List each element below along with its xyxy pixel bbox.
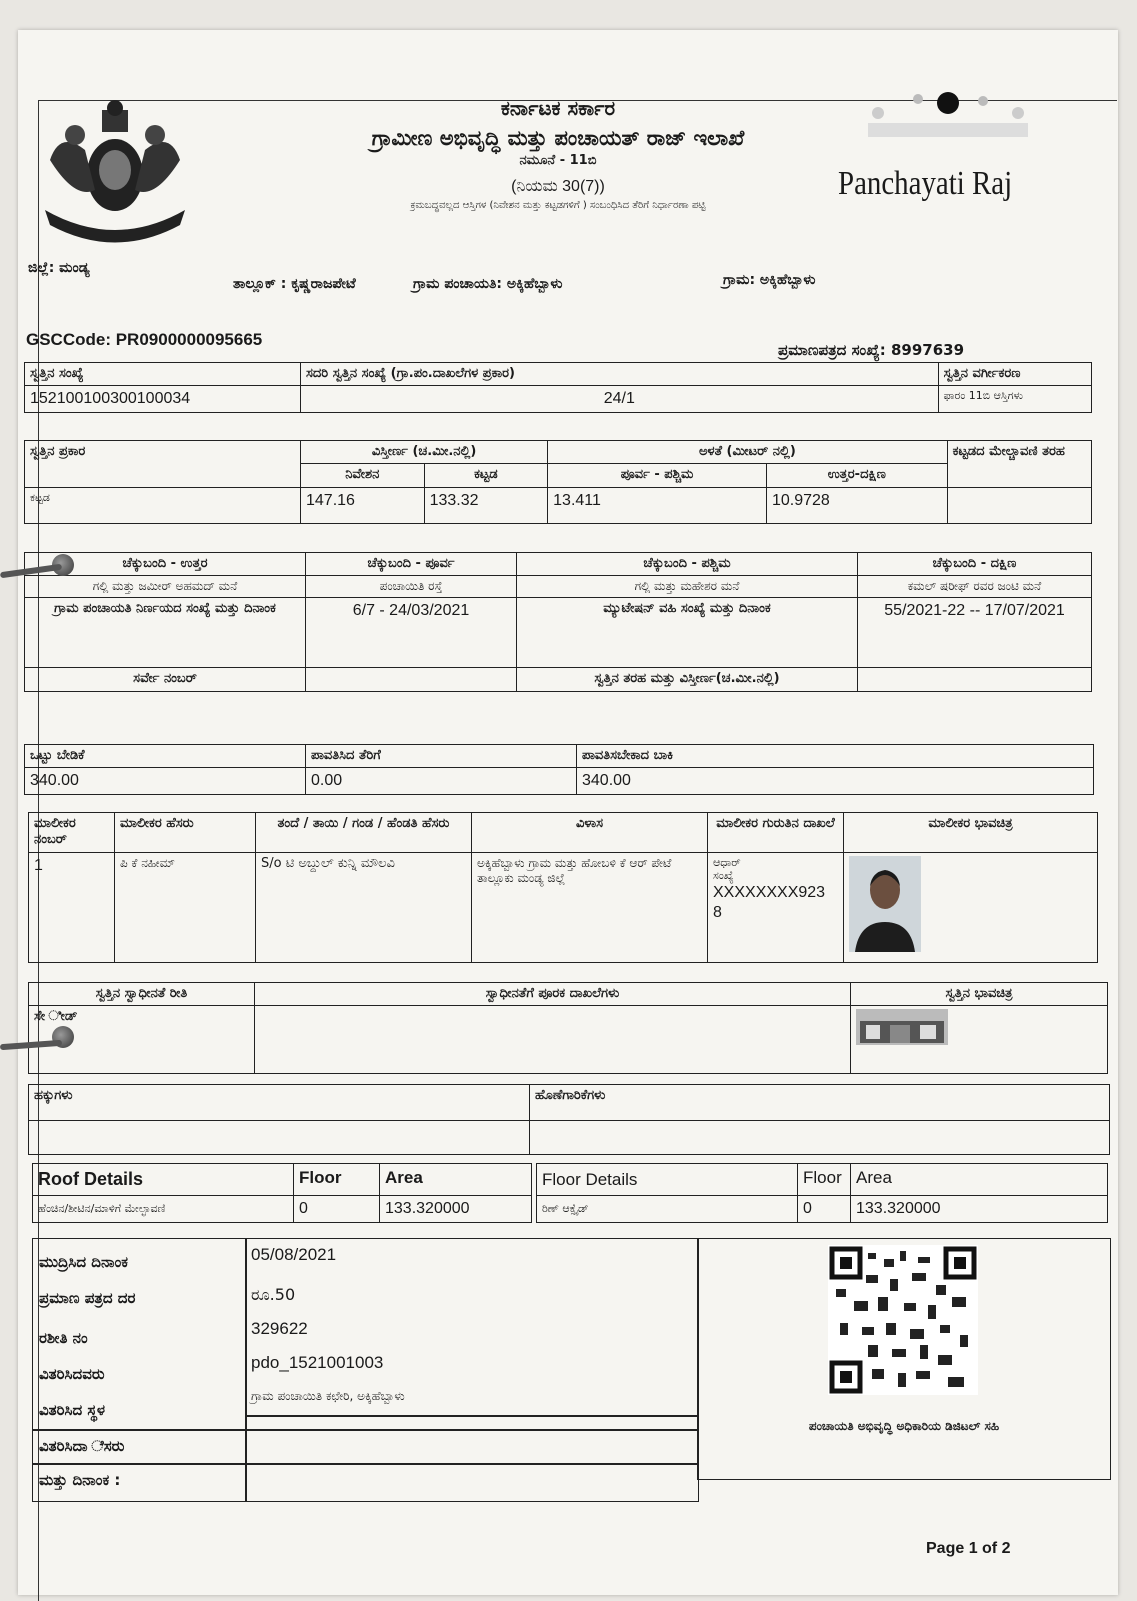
gram-panchayat: ಗ್ರಾಮ ಪಂಚಾಯತಿ: ಅಕ್ಕಿಹೆಬ್ಬಾಳು [413,276,563,292]
floor-floor: 0 [798,1196,851,1223]
relation-header: ತಂದೆ / ತಾಯಿ / ಗಂಡ / ಹೆಂಡತಿ ಹೆಸರು [256,813,472,853]
issue-details-box [32,1238,699,1502]
site-area-value: 147.16 [301,487,425,523]
certificate-fee-label: ಪ್ರಮಾಣ ಪತ್ರದ ದರ [39,1289,136,1307]
roof-details-title: Roof Details [33,1164,294,1196]
west-boundary-label: ಚೆಕ್ಕುಬಂದಿ - ಪಶ್ಚಿಮ [517,553,858,576]
tax-paid-label: ಪಾವತಿಸಿದ ತೆರಿಗೆ [306,745,577,768]
property-type-value: ಕಟ್ಟಡ [25,487,301,523]
roof-floor-label: Floor [294,1164,380,1196]
printed-date: 05/08/2021 [251,1245,337,1264]
district: ಜಿಲ್ಲೆ: ಮಂಡ್ಯ [28,260,90,276]
east-west-label: ಪೂರ್ವ - ಪಶ್ಚಿಮ [548,464,767,487]
roof-type-value [947,487,1091,523]
karnataka-emblem [30,90,200,250]
floor-area-label: Area [851,1164,1108,1196]
liabilities-value [530,1121,1110,1155]
property-table [24,362,1092,413]
floor-details-title: Floor Details [537,1164,798,1196]
receipt-label: ರಶೀತಿ ನಂ [39,1329,88,1347]
dept-title: ಗ್ರಾಮೀಣ ಅಭಿವೃದ್ಧಿ ಮತ್ತು ಪಂಚಾಯತ್ ರಾಜ್ ಇಲಾಖೆ [371,126,745,150]
property-id-label: ಸ್ವತ್ತಿನ ಸಂಖ್ಯೆ [25,363,301,386]
resolution-value: 6/7 - 24/03/2021 [306,598,517,668]
site-area-label: ನಿವೇಶನ [301,464,425,487]
classification-value: ಫಾರಂ 11ಬಿ ಆಸ್ತಿಗಳು [938,386,1091,413]
roof-type: ಹೆಂಚಿನ/ಶೀಟಿನ/ಮಾಳಿಗೆ ಮೇಲ್ಛಾವಣಿ [33,1196,294,1223]
north-boundary-label: ಚೆಕ್ಕುಬಂದಿ - ಉತ್ತರ [25,553,306,576]
property-photo-cell [851,1006,1108,1074]
issued-to-label: ವಿತರಿಸಿದಾ ೆಸರು [39,1437,125,1455]
id-doc-number-tail: 8 [713,904,722,921]
id-doc-type: ಆಧಾರ್ [713,855,741,869]
property-id-value: 152100100300100034 [25,386,301,413]
east-boundary: ಪಂಚಾಯಿತಿ ರಸ್ತೆ [306,576,517,598]
area-label: ವಿಸ್ತೀರ್ಣ (ಚ.ಮೀ.ನಲ್ಲಿ) [301,441,548,464]
owner-id-document [708,852,844,962]
total-demand-value: 340.00 [25,768,306,795]
building-area-value: 133.32 [424,487,548,523]
ownership-docs-value [255,1006,851,1074]
building-area-label: ಕಟ್ಟಡ [424,464,548,487]
floor-area: 133.320000 [851,1196,1108,1223]
floor-type: ರಿಣ್ ಆಕ್ಸೈಡ್ [537,1196,798,1223]
receipt-number: 329622 [251,1319,308,1338]
tax-table [24,744,1094,795]
issue-place: ಗ್ರಾಮ ಪಂಚಾಯಿತಿ ಕಛೇರಿ, ಅಕ್ಕಿಹೆಬ್ಬಾಳು [251,1389,405,1403]
floor-details-table [536,1163,1108,1223]
resolution-label: ಗ್ರಾಮ ಪಂಚಾಯತಿ ನಿರ್ಣಯದ ಸಂಖ್ಯೆ ಮತ್ತು ದಿನಾಂಕ [25,598,306,668]
ownership-docs-label: ಸ್ವಾಧೀನತೆಗೆ ಪೂರಕ ದಾಖಲೆಗಳು [255,983,851,1006]
east-boundary-label: ಚೆಕ್ಕುಬಂದಿ - ಪೂರ್ವ [306,553,517,576]
taluk: ತಾಲ್ಲೂಕ್ : ಕೃಷ್ಣರಾಜಪೇಟೆ [233,276,356,292]
mutation-value: 55/2021-22 -- 17/07/2021 [858,598,1092,668]
classification-label: ಸ್ವತ್ತಿನ ವರ್ಗೀಕರಣ [938,363,1091,386]
property-type-label: ಸ್ವತ್ತಿನ ಪ್ರಕಾರ [25,441,301,488]
owner-name-header: ಮಾಲೀಕರ ಹೆಸರು [115,813,256,853]
ownership-mode-label: ಸ್ವತ್ತಿನ ಸ್ವಾಧೀನತೆ ರೀತಿ [29,983,255,1006]
total-demand-label: ಒಟ್ಟು ಬೇಡಿಕೆ [25,745,306,768]
mutation-label: ಮ್ಯುಟೇಷನ್ ವಹಿ ಸಂಖ್ಯೆ ಮತ್ತು ದಿನಾಂಕ [517,598,858,668]
east-west-value: 13.411 [548,487,767,523]
address-header: ವಿಳಾಸ [472,813,708,853]
certificate-number: ಪ್ರಮಾಣಪತ್ರದ ಸಂಖ್ಯೆ: 8997639 [778,341,965,359]
owner-photo-cell [844,852,1098,962]
rights-table [28,1084,1110,1155]
dimension-label: ಅಳತೆ (ಮೀಟರ್ ನಲ್ಲಿ) [548,441,947,464]
boundaries-table [24,552,1092,692]
balance-due-value: 340.00 [577,768,1094,795]
owner-relation: S/o ಟಿ ಅಬ್ದುಲ್ ಕುನ್ನಿ ಮೌಲವಿ [256,852,472,962]
village: ಗ್ರಾಮ: ಅಕ್ಕಿಹೆಬ್ಬಾಳು [723,272,816,288]
dimensions-table [24,440,1092,524]
issuer: pdo_1521001003 [251,1353,384,1372]
floor-floor-label: Floor [798,1164,851,1196]
rights-label: ಹಕ್ಕುಗಳು [29,1085,530,1121]
survey-label: ಸರ್ವೇ ನಂಬರ್ [25,668,306,691]
issue-place-label: ವಿತರಿಸಿದ ಸ್ಥಳ [39,1401,106,1419]
form-number: ನಮೂನೆ - 11ಬಿ [519,153,597,168]
south-boundary: ಕಮಲ್ ಷರೀಫ್ ರವರ ಜಂಟಿ ಮನೆ [858,576,1092,598]
nature-value [858,668,1092,691]
panchayati-raj-logo-graphic [858,85,1038,145]
page-number: Page 1 of 2 [926,1540,1011,1557]
ownership-mode-value: ಸೇ ೀಡ್ [29,1006,255,1074]
panchayati-raj-logo-text: Panchayati Raj [838,165,1013,202]
issue-date-label: ಮತ್ತು ದಿನಾಂಕ : [39,1471,121,1489]
roof-details-table [32,1163,532,1223]
header-block [248,96,868,211]
document-sheet [18,30,1118,1595]
liabilities-label: ಹೊಣೆಗಾರಿಕೆಗಳು [530,1085,1110,1121]
owner-photo [849,856,921,952]
west-boundary: ಗಲ್ಲಿ ಮತ್ತು ಮಹೇಶರ ಮನೆ [517,576,858,598]
rule-number: (ನಿಯಮ 30(7)) [511,178,605,195]
issuer-label: ವಿತರಿಸಿದವರು [39,1365,105,1383]
north-boundary: ಗಲ್ಲಿ ಮತ್ತು ಜಮೀರ್ ಅಹಮದ್ ಮನೆ [25,576,306,598]
property-photo-label: ಸ್ವತ್ತಿನ ಭಾವಚಿತ್ರ [851,983,1108,1006]
rights-value [29,1121,530,1155]
south-boundary-label: ಚೆಕ್ಕುಬಂದಿ - ದಕ್ಷಿಣ [858,553,1092,576]
balance-due-label: ಪಾವತಿಸಬೇಕಾದ ಬಾಕಿ [577,745,1094,768]
survey-value [306,668,517,691]
govt-title: ಕರ್ನಾಟಕ ಸರ್ಕಾರ [500,96,616,120]
owner-photo-header: ಮಾಲೀಕರ ಭಾವಚಿತ್ರ [844,813,1098,853]
old-number-value: 24/1 [301,386,939,413]
north-south-label: ಉತ್ತರ-ದಕ್ಷಿಣ [766,464,947,487]
owners-table [28,812,1098,963]
id-document-header: ಮಾಲೀಕರ ಗುರುತಿನ ದಾಖಲೆ [708,813,844,853]
roof-type-label: ಕಟ್ಟಡದ ಮೇಲ್ಚಾವಣಿ ತರಹ [947,441,1091,488]
printed-date-label: ಮುದ್ರಿಸಿದ ದಿನಾಂಕ [39,1253,128,1271]
certificate-fee: ರೂ.50 [251,1285,296,1304]
old-number-label: ಸದರಿ ಸ್ವತ್ತಿನ ಸಂಖ್ಯೆ (ಗ್ರಾ.ಪಂ.ದಾಖಲೆಗಳ ಪ್ರಕಾರ) [301,363,939,386]
id-doc-number: XXXXXXXX923 [713,884,826,901]
qr-code-icon [828,1245,978,1395]
owner-address: ಅಕ್ಕಿಹೆಬ್ಬಾಳು ಗ್ರಾಮ ಮತ್ತು ಹೋಬಳಿ ಕೆ ಆರ್ ಪೇಟೆ ತಾಲ್ಲೂಕು ಮಂಡ್ಯ ಜಿಲ್ಲೆ [472,852,708,962]
tax-paid-value: 0.00 [306,768,577,795]
ownership-table [28,982,1108,1074]
owner-number-header: ಮಾಲೀಕರ ನಂಬರ್ [29,813,115,853]
id-doc-number-label: ಸಂಖ್ಯೆ [713,869,734,883]
property-photo [856,1009,948,1045]
roof-floor: 0 [294,1196,380,1223]
gsc-code: GSCCode: PR0900000095665 [26,330,263,349]
roof-area: 133.320000 [380,1196,532,1223]
digital-signature-label: ಪಂಚಾಯತಿ ಅಭಿವೃದ್ಧಿ ಅಧಿಕಾರಿಯ ಡಿಜಿಟಲ್ ಸಹಿ [808,1419,1000,1433]
nature-label: ಸ್ವತ್ತಿನ ತರಹ ಮತ್ತು ವಿಸ್ತೀರ್ಣ(ಚ.ಮೀ.ನಲ್ಲಿ) [517,668,858,691]
owner-number: 1 [29,852,115,962]
north-south-value: 10.9728 [766,487,947,523]
signature-box [697,1238,1111,1480]
doc-subtitle: ಕ್ರಮಬದ್ಧವಲ್ಲದ ಆಸ್ತಿಗಳ (ನಿವೇಶನ ಮತ್ತು ಕಟ್ಟಡಗಳಿಗೆ ) ಸಂಬಂಧಿಸಿದ ತೆರಿಗೆ ನಿರ್ಧಾರಣಾ ಪಟ್ಟಿ [410,200,706,211]
owner-name: ಪಿ ಕೆ ನಹೀಮ್ [115,852,256,962]
roof-area-label: Area [380,1164,532,1196]
